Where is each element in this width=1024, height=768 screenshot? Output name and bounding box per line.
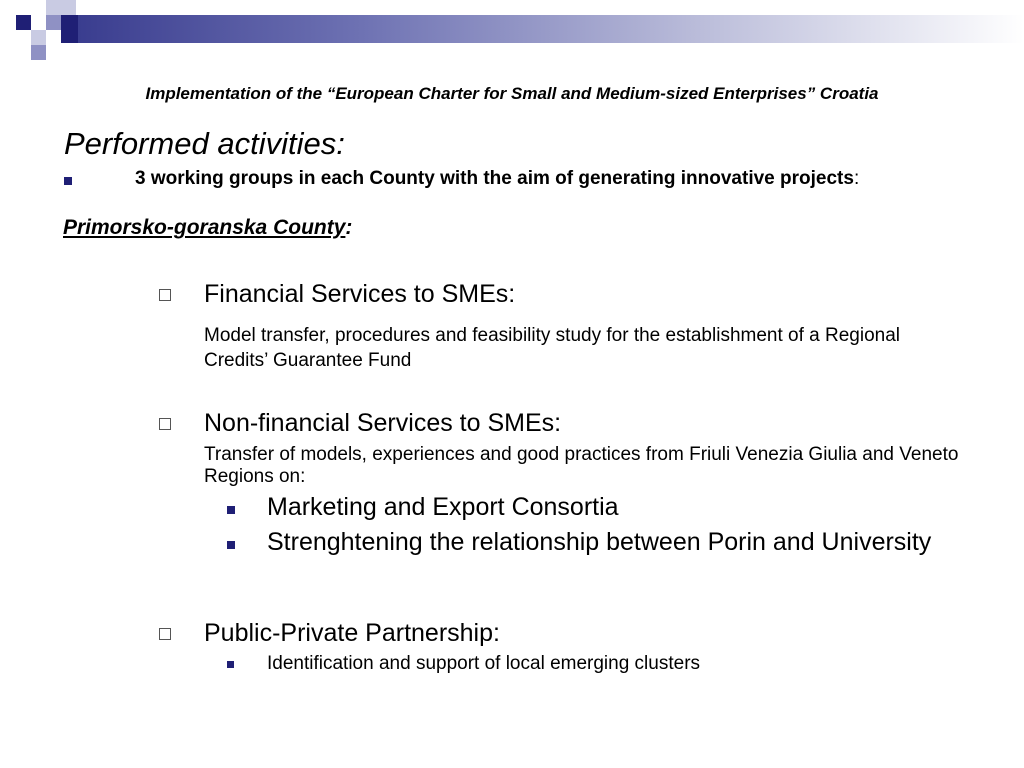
service-heading: Public-Private Partnership:: [204, 619, 500, 647]
county-title: Primorsko-goranska County:: [63, 216, 353, 239]
decorative-square: [16, 15, 31, 30]
decorative-square: [31, 30, 46, 45]
square-bullet-icon: [227, 661, 234, 668]
service-heading: Non-financial Services to SMEs:: [204, 409, 562, 437]
slide-header-title: Implementation of the “European Charter for Small and Medium-sized Enterprises” Croatia: [145, 84, 879, 103]
square-bullet-icon: [64, 177, 72, 185]
header-gradient-band: [78, 15, 1024, 43]
list-item: Strenghtening the relationship between Porin and University: [267, 528, 932, 556]
decorative-square: [61, 15, 78, 43]
decorative-square: [31, 45, 46, 60]
hollow-square-bullet-icon: [159, 628, 171, 640]
hollow-square-bullet-icon: [159, 418, 171, 430]
service-description: Transfer of models, experiences and good practices from Friuli Venezia Giulia and Veneto Regions on:: [204, 444, 959, 487]
service-heading: Financial Services to SMEs:: [204, 280, 516, 308]
decorative-square: [61, 0, 76, 15]
square-bullet-icon: [227, 506, 235, 514]
list-item: Identification and support of local emerging clusters: [267, 653, 701, 674]
decorative-square: [46, 15, 61, 30]
section-title: Performed activities:: [64, 126, 345, 161]
hollow-square-bullet-icon: [159, 289, 171, 301]
decorative-square: [46, 0, 61, 15]
list-item: Marketing and Export Consortia: [267, 493, 619, 521]
square-bullet-icon: [227, 541, 235, 549]
service-description: Model transfer, procedures and feasibility study for the establishment of a Regional Credits’ Guarantee Fund: [204, 325, 900, 371]
working-groups-text: 3 working groups in each County with the aim of generating innovative projects:: [135, 168, 860, 189]
